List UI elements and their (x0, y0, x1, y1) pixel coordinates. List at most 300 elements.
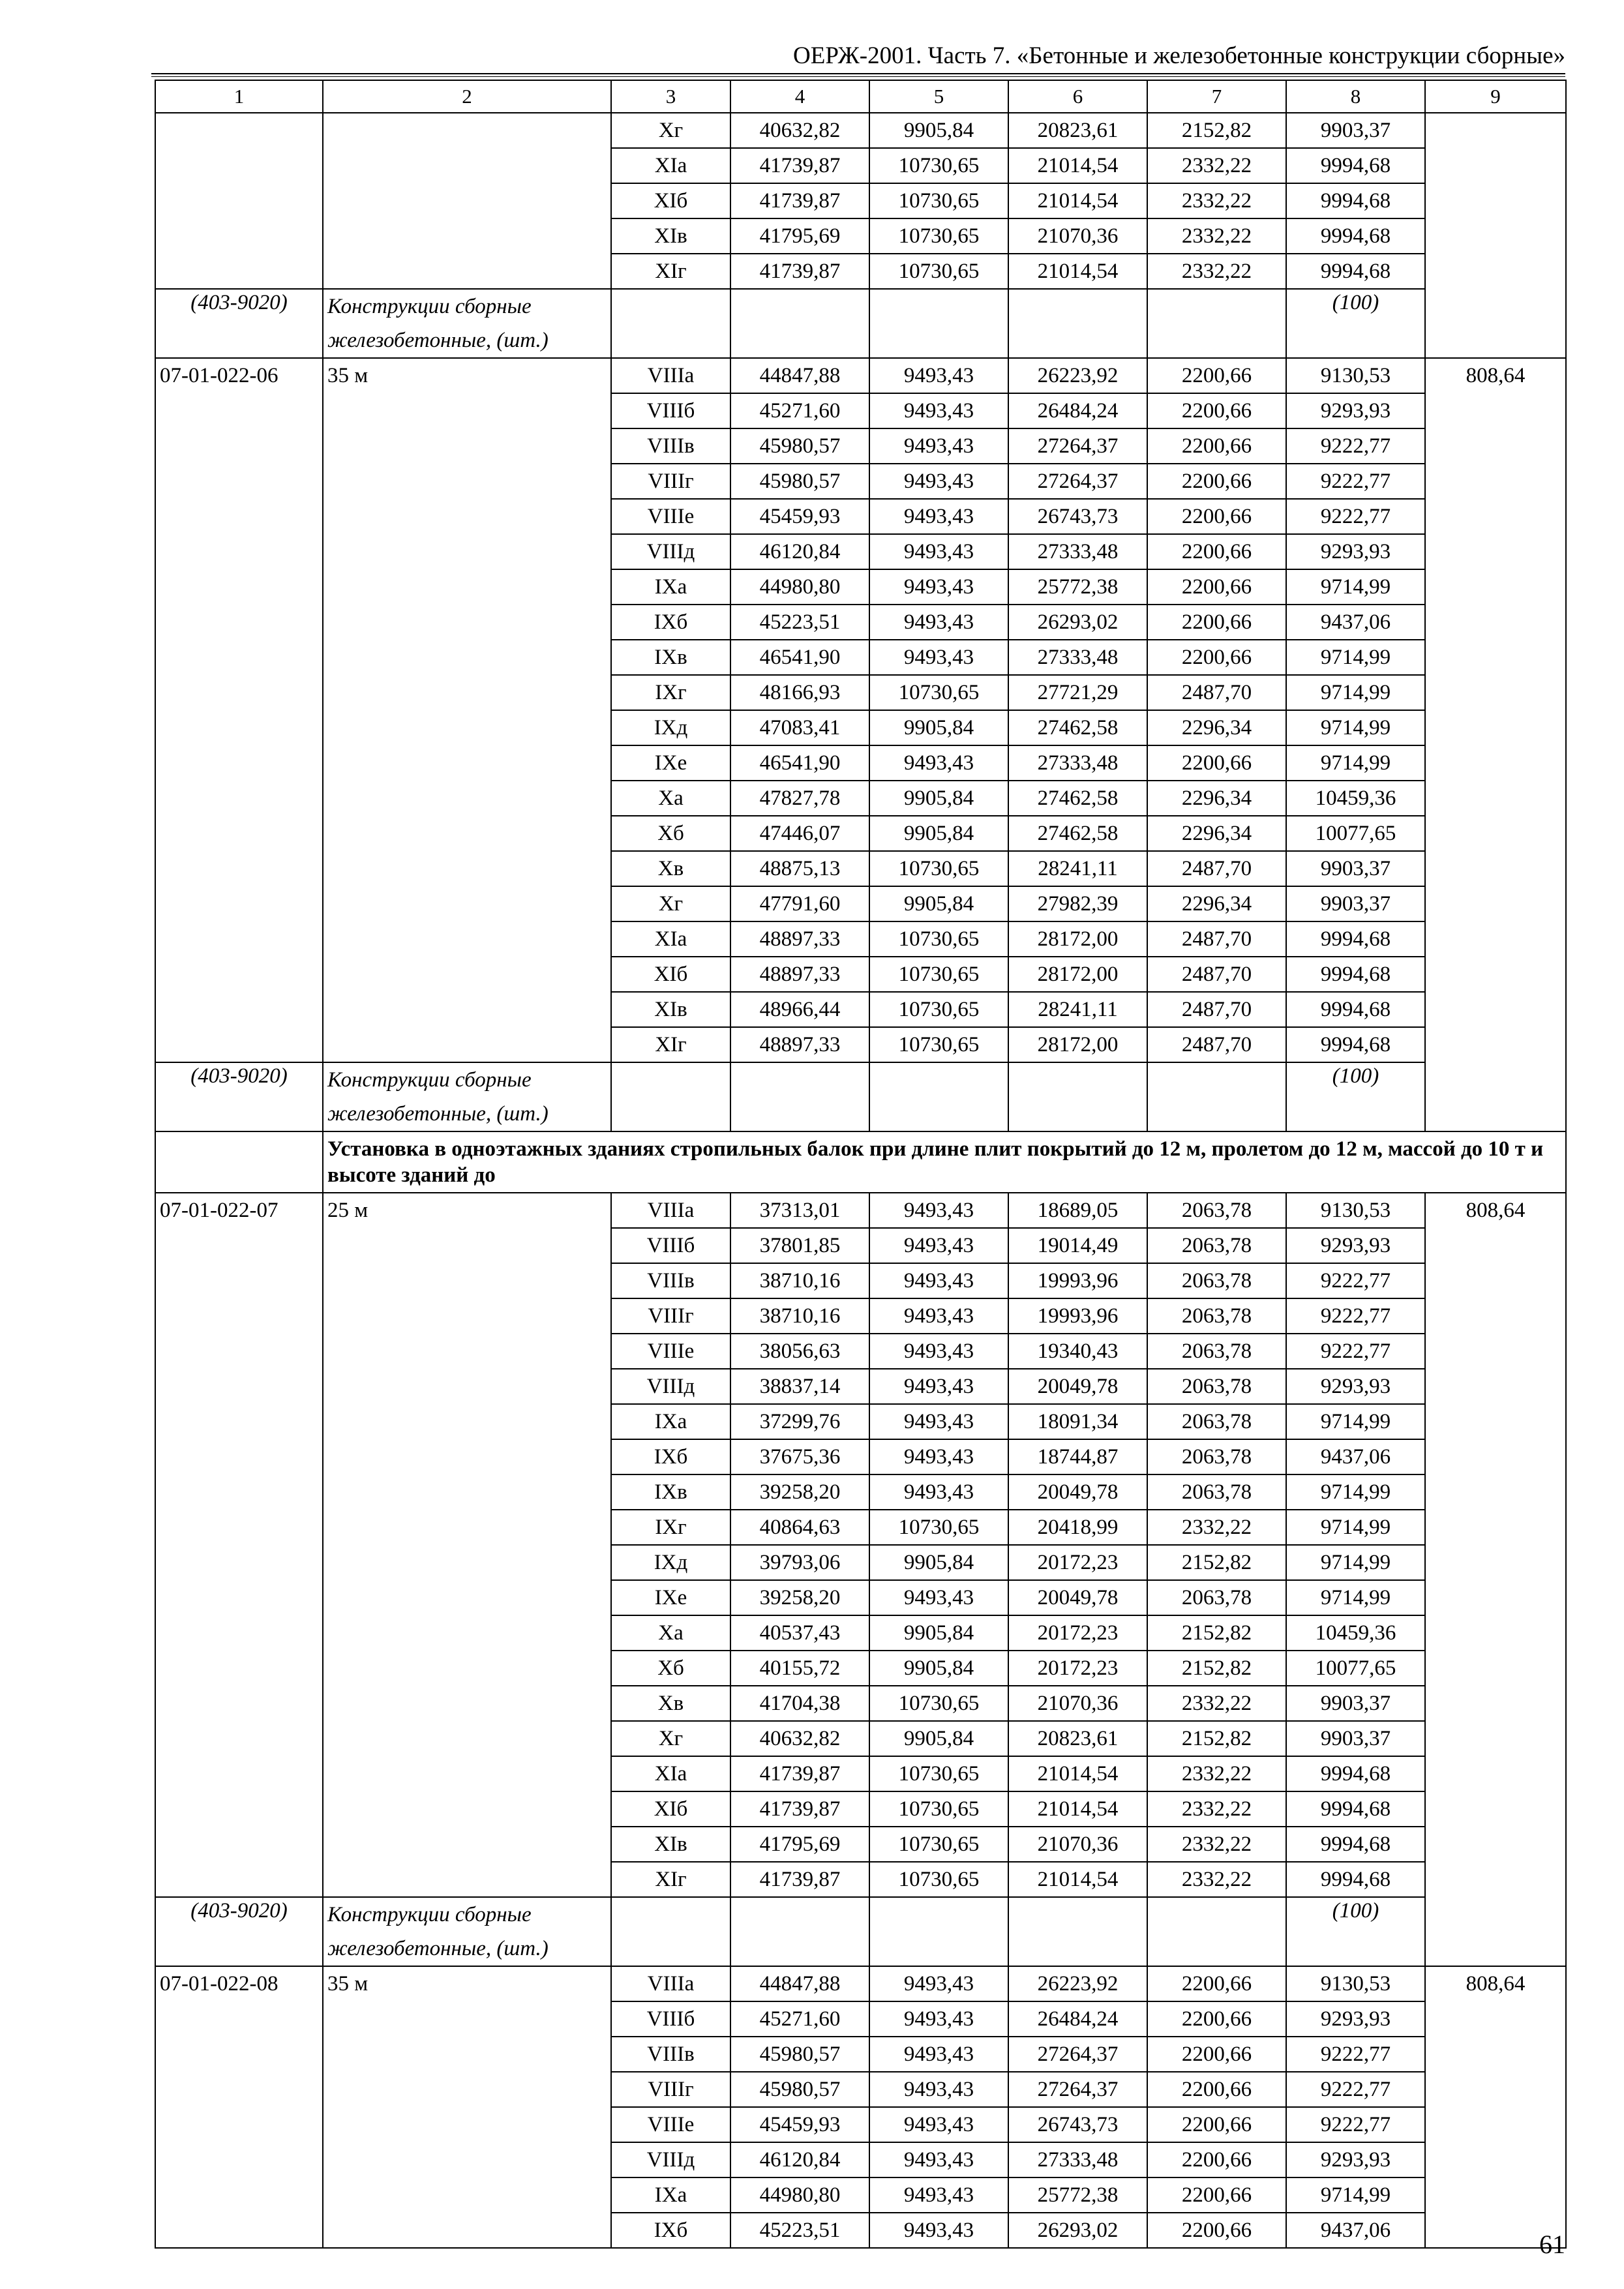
value-cell: 45223,51 (730, 2213, 869, 2248)
value-cell: 46541,90 (730, 745, 869, 781)
value-cell: 9714,99 (1286, 1580, 1425, 1615)
value-cell: 9493,43 (869, 1298, 1008, 1334)
value-cell: 9493,43 (869, 605, 1008, 640)
value-cell: 10730,65 (869, 218, 1008, 254)
zone-cell: XIг (611, 1862, 730, 1897)
material-name-line: железобетонные, (шт.) (327, 329, 549, 352)
value-cell: 2152,82 (1147, 1615, 1286, 1651)
table-row (155, 358, 1566, 393)
rate-code (155, 113, 323, 289)
value-cell: 27333,48 (1008, 534, 1147, 569)
value-cell: 2200,66 (1147, 2107, 1286, 2142)
value-cell: 9293,93 (1286, 2001, 1425, 2037)
value-cell: 9493,43 (869, 2037, 1008, 2072)
value-cell: 9493,43 (869, 1439, 1008, 1474)
zone-cell: IXе (611, 745, 730, 781)
value-cell: 47083,41 (730, 710, 869, 745)
column-number: 1 (155, 80, 323, 113)
value-cell: 26743,73 (1008, 2107, 1147, 2142)
material-name (323, 1062, 611, 1131)
value-cell: 39258,20 (730, 1474, 869, 1510)
value-cell: 48966,44 (730, 992, 869, 1027)
value-cell: 9905,84 (869, 113, 1008, 148)
value-cell: 10730,65 (869, 1827, 1008, 1862)
zone-cell: VIIIд (611, 2142, 730, 2177)
value-cell: 2332,22 (1147, 1756, 1286, 1791)
material-code: (403-9020) (155, 1897, 323, 1966)
value-cell: 2063,78 (1147, 1298, 1286, 1334)
value-cell: 9493,43 (869, 2072, 1008, 2107)
value-cell: 41739,87 (730, 183, 869, 218)
value-cell: 9222,77 (1286, 1263, 1425, 1298)
value-cell: 2063,78 (1147, 1474, 1286, 1510)
value-cell: 9493,43 (869, 1580, 1008, 1615)
value-cell: 47791,60 (730, 886, 869, 921)
value-cell: 45271,60 (730, 393, 869, 428)
value-cell: 9905,84 (869, 710, 1008, 745)
value-cell: 46120,84 (730, 534, 869, 569)
column-number: 2 (323, 80, 611, 113)
value-cell: 9994,68 (1286, 1756, 1425, 1791)
value-cell: 9437,06 (1286, 605, 1425, 640)
value-cell: 21014,54 (1008, 1862, 1147, 1897)
zone-cell: VIIIа (611, 1966, 730, 2001)
rate-code: 07-01-022-08 (155, 1966, 323, 2248)
value-cell: 21014,54 (1008, 148, 1147, 183)
value-cell: 10730,65 (869, 254, 1008, 289)
value-cell: 27333,48 (1008, 745, 1147, 781)
value-cell: 10730,65 (869, 1862, 1008, 1897)
value-cell: 9130,53 (1286, 1193, 1425, 1228)
zone-cell: IXг (611, 675, 730, 710)
material-note-row (155, 1897, 1566, 1966)
section-heading: Установка в одноэтажных зданиях стропильных балок при длине плит покрытий до 12 м, пролетом до 12 м, массой до 10 т и высоте зданий до (323, 1131, 1566, 1193)
value-cell: 2296,34 (1147, 710, 1286, 745)
zone-cell: VIIIг (611, 464, 730, 499)
value-cell: 26484,24 (1008, 2001, 1147, 2037)
zone-cell: VIIIб (611, 393, 730, 428)
value-cell: 21014,54 (1008, 254, 1147, 289)
value-cell: 2487,70 (1147, 921, 1286, 957)
empty-cell (869, 1062, 1008, 1131)
material-note-row (155, 1062, 1566, 1131)
value-cell: 2332,22 (1147, 1510, 1286, 1545)
value-cell: 2063,78 (1147, 1404, 1286, 1439)
column-number: 4 (730, 80, 869, 113)
value-cell: 9994,68 (1286, 254, 1425, 289)
value-cell: 18689,05 (1008, 1193, 1147, 1228)
value-cell: 38710,16 (730, 1263, 869, 1298)
value-cell: 2200,66 (1147, 2177, 1286, 2213)
zone-cell: VIIIа (611, 358, 730, 393)
material-quantity: (100) (1286, 1897, 1425, 1966)
value-cell: 9222,77 (1286, 2037, 1425, 2072)
value-cell: 9493,43 (869, 569, 1008, 605)
value-cell: 2200,66 (1147, 2072, 1286, 2107)
value-cell: 9493,43 (869, 1404, 1008, 1439)
value-cell: 27462,58 (1008, 816, 1147, 851)
price-table (155, 80, 1567, 2249)
value-cell: 9493,43 (869, 2213, 1008, 2248)
value-cell: 27264,37 (1008, 464, 1147, 499)
section-heading-row (155, 1131, 1566, 1193)
value-cell: 19993,96 (1008, 1298, 1147, 1334)
value-cell: 9714,99 (1286, 745, 1425, 781)
col9-value (1425, 113, 1566, 358)
value-cell: 48897,33 (730, 1027, 869, 1062)
material-name-line: Конструкции сборные (327, 295, 532, 318)
running-header: ОЕРЖ-2001. Часть 7. «Бетонные и железобетонные конструкции сборные» (793, 42, 1565, 69)
value-cell: 2200,66 (1147, 2142, 1286, 2177)
value-cell: 21070,36 (1008, 218, 1147, 254)
value-cell: 10730,65 (869, 921, 1008, 957)
value-cell: 41739,87 (730, 1756, 869, 1791)
page-number: 61 (1539, 2230, 1565, 2259)
value-cell: 2200,66 (1147, 605, 1286, 640)
empty-cell (1008, 1062, 1147, 1131)
value-cell: 9293,93 (1286, 1369, 1425, 1404)
value-cell: 10730,65 (869, 957, 1008, 992)
value-cell: 9994,68 (1286, 1827, 1425, 1862)
value-cell: 9903,37 (1286, 1721, 1425, 1756)
value-cell: 47446,07 (730, 816, 869, 851)
value-cell: 2332,22 (1147, 148, 1286, 183)
value-cell: 9905,84 (869, 886, 1008, 921)
value-cell: 45459,93 (730, 499, 869, 534)
value-cell: 2332,22 (1147, 1827, 1286, 1862)
value-cell: 10730,65 (869, 992, 1008, 1027)
material-name-line: железобетонные, (шт.) (327, 1937, 549, 1960)
value-cell: 9714,99 (1286, 1404, 1425, 1439)
value-cell: 9714,99 (1286, 1510, 1425, 1545)
zone-cell: Xа (611, 781, 730, 816)
value-cell: 20172,23 (1008, 1651, 1147, 1686)
value-cell: 9905,84 (869, 1615, 1008, 1651)
value-cell: 37801,85 (730, 1228, 869, 1263)
table-row (155, 1966, 1566, 2001)
value-cell: 9714,99 (1286, 1474, 1425, 1510)
value-cell: 19993,96 (1008, 1263, 1147, 1298)
empty-cell (730, 1897, 869, 1966)
value-cell: 45980,57 (730, 428, 869, 464)
value-cell: 2332,22 (1147, 183, 1286, 218)
value-cell: 9293,93 (1286, 393, 1425, 428)
value-cell: 2487,70 (1147, 992, 1286, 1027)
header-rule (151, 73, 1565, 74)
material-name-line: железобетонные, (шт.) (327, 1102, 549, 1126)
value-cell: 9493,43 (869, 1966, 1008, 2001)
value-cell: 9222,77 (1286, 2107, 1425, 2142)
value-cell: 9493,43 (869, 358, 1008, 393)
header-rule-thin (151, 76, 1565, 77)
value-cell: 9714,99 (1286, 569, 1425, 605)
value-cell: 2152,82 (1147, 113, 1286, 148)
empty-cell (1147, 289, 1286, 358)
value-cell: 10730,65 (869, 183, 1008, 218)
value-cell: 9493,43 (869, 464, 1008, 499)
zone-cell: XIа (611, 148, 730, 183)
value-cell: 2200,66 (1147, 2213, 1286, 2248)
value-cell: 27264,37 (1008, 428, 1147, 464)
zone-cell: VIIIв (611, 428, 730, 464)
value-cell: 27333,48 (1008, 2142, 1147, 2177)
value-cell: 41795,69 (730, 1827, 869, 1862)
value-cell: 20049,78 (1008, 1580, 1147, 1615)
value-cell: 44847,88 (730, 1966, 869, 2001)
zone-cell: VIIIа (611, 1193, 730, 1228)
value-cell: 9714,99 (1286, 1545, 1425, 1580)
value-cell: 9222,77 (1286, 1334, 1425, 1369)
value-cell: 41739,87 (730, 148, 869, 183)
zone-cell: VIIIе (611, 2107, 730, 2142)
value-cell: 21014,54 (1008, 183, 1147, 218)
value-cell: 9293,93 (1286, 534, 1425, 569)
zone-cell: IXб (611, 605, 730, 640)
value-cell: 48897,33 (730, 957, 869, 992)
value-cell: 9130,53 (1286, 1966, 1425, 2001)
zone-cell: IXв (611, 640, 730, 675)
value-cell: 2332,22 (1147, 1686, 1286, 1721)
column-number: 6 (1008, 80, 1147, 113)
value-cell: 45980,57 (730, 2072, 869, 2107)
value-cell: 9903,37 (1286, 851, 1425, 886)
value-cell: 9905,84 (869, 1545, 1008, 1580)
value-cell: 38837,14 (730, 1369, 869, 1404)
value-cell: 10459,36 (1286, 781, 1425, 816)
zone-cell: VIIIе (611, 1334, 730, 1369)
rate-description: 35 м (323, 358, 611, 1062)
value-cell: 20049,78 (1008, 1369, 1147, 1404)
value-cell: 2063,78 (1147, 1193, 1286, 1228)
value-cell: 48166,93 (730, 675, 869, 710)
zone-cell: IXа (611, 569, 730, 605)
zone-cell: VIIIд (611, 1369, 730, 1404)
value-cell: 9994,68 (1286, 183, 1425, 218)
zone-cell: XIа (611, 921, 730, 957)
zone-cell: Xг (611, 886, 730, 921)
value-cell: 48897,33 (730, 921, 869, 957)
value-cell: 2200,66 (1147, 428, 1286, 464)
value-cell: 2200,66 (1147, 358, 1286, 393)
empty-cell (1147, 1897, 1286, 1966)
value-cell: 9493,43 (869, 534, 1008, 569)
value-cell: 9714,99 (1286, 2177, 1425, 2213)
zone-cell: XIв (611, 218, 730, 254)
value-cell: 9493,43 (869, 1334, 1008, 1369)
value-cell: 9994,68 (1286, 992, 1425, 1027)
value-cell: 20172,23 (1008, 1615, 1147, 1651)
value-cell: 21014,54 (1008, 1756, 1147, 1791)
value-cell: 41739,87 (730, 1791, 869, 1827)
value-cell: 9905,84 (869, 816, 1008, 851)
value-cell: 37299,76 (730, 1404, 869, 1439)
value-cell: 2152,82 (1147, 1545, 1286, 1580)
value-cell: 9493,43 (869, 2001, 1008, 2037)
value-cell: 40632,82 (730, 113, 869, 148)
value-cell: 2200,66 (1147, 1966, 1286, 2001)
value-cell: 2296,34 (1147, 886, 1286, 921)
value-cell: 9130,53 (1286, 358, 1425, 393)
value-cell: 27462,58 (1008, 710, 1147, 745)
value-cell: 9222,77 (1286, 464, 1425, 499)
value-cell: 40864,63 (730, 1510, 869, 1545)
value-cell: 40632,82 (730, 1721, 869, 1756)
rate-code: 07-01-022-07 (155, 1193, 323, 1897)
empty-cell (869, 1897, 1008, 1966)
value-cell: 9493,43 (869, 499, 1008, 534)
zone-cell: XIб (611, 1791, 730, 1827)
value-cell: 9293,93 (1286, 2142, 1425, 2177)
value-cell: 2063,78 (1147, 1334, 1286, 1369)
col9-value: 808,64 (1425, 358, 1566, 1131)
value-cell: 2152,82 (1147, 1721, 1286, 1756)
material-name-line: Конструкции сборные (327, 1068, 532, 1092)
material-name (323, 1897, 611, 1966)
value-cell: 20823,61 (1008, 1721, 1147, 1756)
col9-value: 808,64 (1425, 1193, 1566, 1966)
zone-cell: VIIIе (611, 499, 730, 534)
zone-cell: Xб (611, 816, 730, 851)
value-cell: 9222,77 (1286, 428, 1425, 464)
value-cell: 21070,36 (1008, 1827, 1147, 1862)
value-cell: 44980,80 (730, 2177, 869, 2213)
value-cell: 9903,37 (1286, 886, 1425, 921)
value-cell: 9437,06 (1286, 1439, 1425, 1474)
zone-cell: XIв (611, 1827, 730, 1862)
value-cell: 26223,92 (1008, 1966, 1147, 2001)
value-cell: 9994,68 (1286, 218, 1425, 254)
rate-description: 35 м (323, 1966, 611, 2248)
value-cell: 9994,68 (1286, 1791, 1425, 1827)
value-cell: 27721,29 (1008, 675, 1147, 710)
zone-cell: Xв (611, 851, 730, 886)
value-cell: 26743,73 (1008, 499, 1147, 534)
value-cell: 9994,68 (1286, 921, 1425, 957)
value-cell: 2063,78 (1147, 1439, 1286, 1474)
value-cell: 40155,72 (730, 1651, 869, 1686)
value-cell: 9994,68 (1286, 1027, 1425, 1062)
rate-code: 07-01-022-06 (155, 358, 323, 1062)
material-name (323, 289, 611, 358)
value-cell: 9714,99 (1286, 640, 1425, 675)
column-number: 8 (1286, 80, 1425, 113)
value-cell: 9493,43 (869, 1193, 1008, 1228)
table-row (155, 1193, 1566, 1228)
value-cell: 45980,57 (730, 2037, 869, 2072)
value-cell: 9905,84 (869, 781, 1008, 816)
empty-cell (611, 1897, 730, 1966)
column-number: 5 (869, 80, 1008, 113)
value-cell: 9437,06 (1286, 2213, 1425, 2248)
value-cell: 9994,68 (1286, 1862, 1425, 1897)
table-row (155, 113, 1566, 148)
empty-cell (1008, 289, 1147, 358)
value-cell: 46541,90 (730, 640, 869, 675)
zone-cell: VIIIв (611, 1263, 730, 1298)
value-cell: 2487,70 (1147, 675, 1286, 710)
value-cell: 20049,78 (1008, 1474, 1147, 1510)
value-cell: 28241,11 (1008, 992, 1147, 1027)
value-cell: 2487,70 (1147, 851, 1286, 886)
zone-cell: IXб (611, 2213, 730, 2248)
value-cell: 2200,66 (1147, 569, 1286, 605)
value-cell: 20172,23 (1008, 1545, 1147, 1580)
value-cell: 9493,43 (869, 640, 1008, 675)
value-cell: 47827,78 (730, 781, 869, 816)
value-cell: 37313,01 (730, 1193, 869, 1228)
value-cell: 9222,77 (1286, 2072, 1425, 2107)
zone-cell: IXе (611, 1580, 730, 1615)
value-cell: 48875,13 (730, 851, 869, 886)
material-note-row (155, 289, 1566, 358)
material-quantity: (100) (1286, 289, 1425, 358)
value-cell: 38710,16 (730, 1298, 869, 1334)
value-cell: 2332,22 (1147, 254, 1286, 289)
value-cell: 2063,78 (1147, 1369, 1286, 1404)
zone-cell: VIIIг (611, 1298, 730, 1334)
value-cell: 10730,65 (869, 1756, 1008, 1791)
value-cell: 2063,78 (1147, 1580, 1286, 1615)
value-cell: 2200,66 (1147, 640, 1286, 675)
value-cell: 20823,61 (1008, 113, 1147, 148)
value-cell: 26223,92 (1008, 358, 1147, 393)
value-cell: 2200,66 (1147, 745, 1286, 781)
zone-cell: IXа (611, 1404, 730, 1439)
zone-cell: VIIIд (611, 534, 730, 569)
value-cell: 2152,82 (1147, 1651, 1286, 1686)
zone-cell: XIв (611, 992, 730, 1027)
zone-cell: VIIIв (611, 2037, 730, 2072)
value-cell: 2200,66 (1147, 499, 1286, 534)
value-cell: 25772,38 (1008, 2177, 1147, 2213)
value-cell: 9222,77 (1286, 1298, 1425, 1334)
empty-cell (1147, 1062, 1286, 1131)
value-cell: 2332,22 (1147, 1862, 1286, 1897)
column-number: 3 (611, 80, 730, 113)
value-cell: 27982,39 (1008, 886, 1147, 921)
zone-cell: XIб (611, 183, 730, 218)
section-empty-cell (155, 1131, 323, 1193)
value-cell: 10730,65 (869, 675, 1008, 710)
empty-cell (611, 289, 730, 358)
value-cell: 9493,43 (869, 1369, 1008, 1404)
material-name-line: Конструкции сборные (327, 1903, 532, 1926)
value-cell: 9493,43 (869, 745, 1008, 781)
value-cell: 2487,70 (1147, 1027, 1286, 1062)
value-cell: 28172,00 (1008, 957, 1147, 992)
value-cell: 2200,66 (1147, 2001, 1286, 2037)
rate-description: 25 м (323, 1193, 611, 1897)
value-cell: 46120,84 (730, 2142, 869, 2177)
value-cell: 18744,87 (1008, 1439, 1147, 1474)
col9-value: 808,64 (1425, 1966, 1566, 2248)
value-cell: 10730,65 (869, 148, 1008, 183)
value-cell: 10730,65 (869, 1510, 1008, 1545)
value-cell: 26484,24 (1008, 393, 1147, 428)
value-cell: 9222,77 (1286, 499, 1425, 534)
value-cell: 45223,51 (730, 605, 869, 640)
value-cell: 9493,43 (869, 393, 1008, 428)
value-cell: 10730,65 (869, 1791, 1008, 1827)
zone-cell: XIг (611, 254, 730, 289)
value-cell: 45459,93 (730, 2107, 869, 2142)
value-cell: 19014,49 (1008, 1228, 1147, 1263)
column-number-row (155, 80, 1566, 113)
zone-cell: Xв (611, 1686, 730, 1721)
empty-cell (1008, 1897, 1147, 1966)
zone-cell: IXд (611, 1545, 730, 1580)
value-cell: 9493,43 (869, 1228, 1008, 1263)
